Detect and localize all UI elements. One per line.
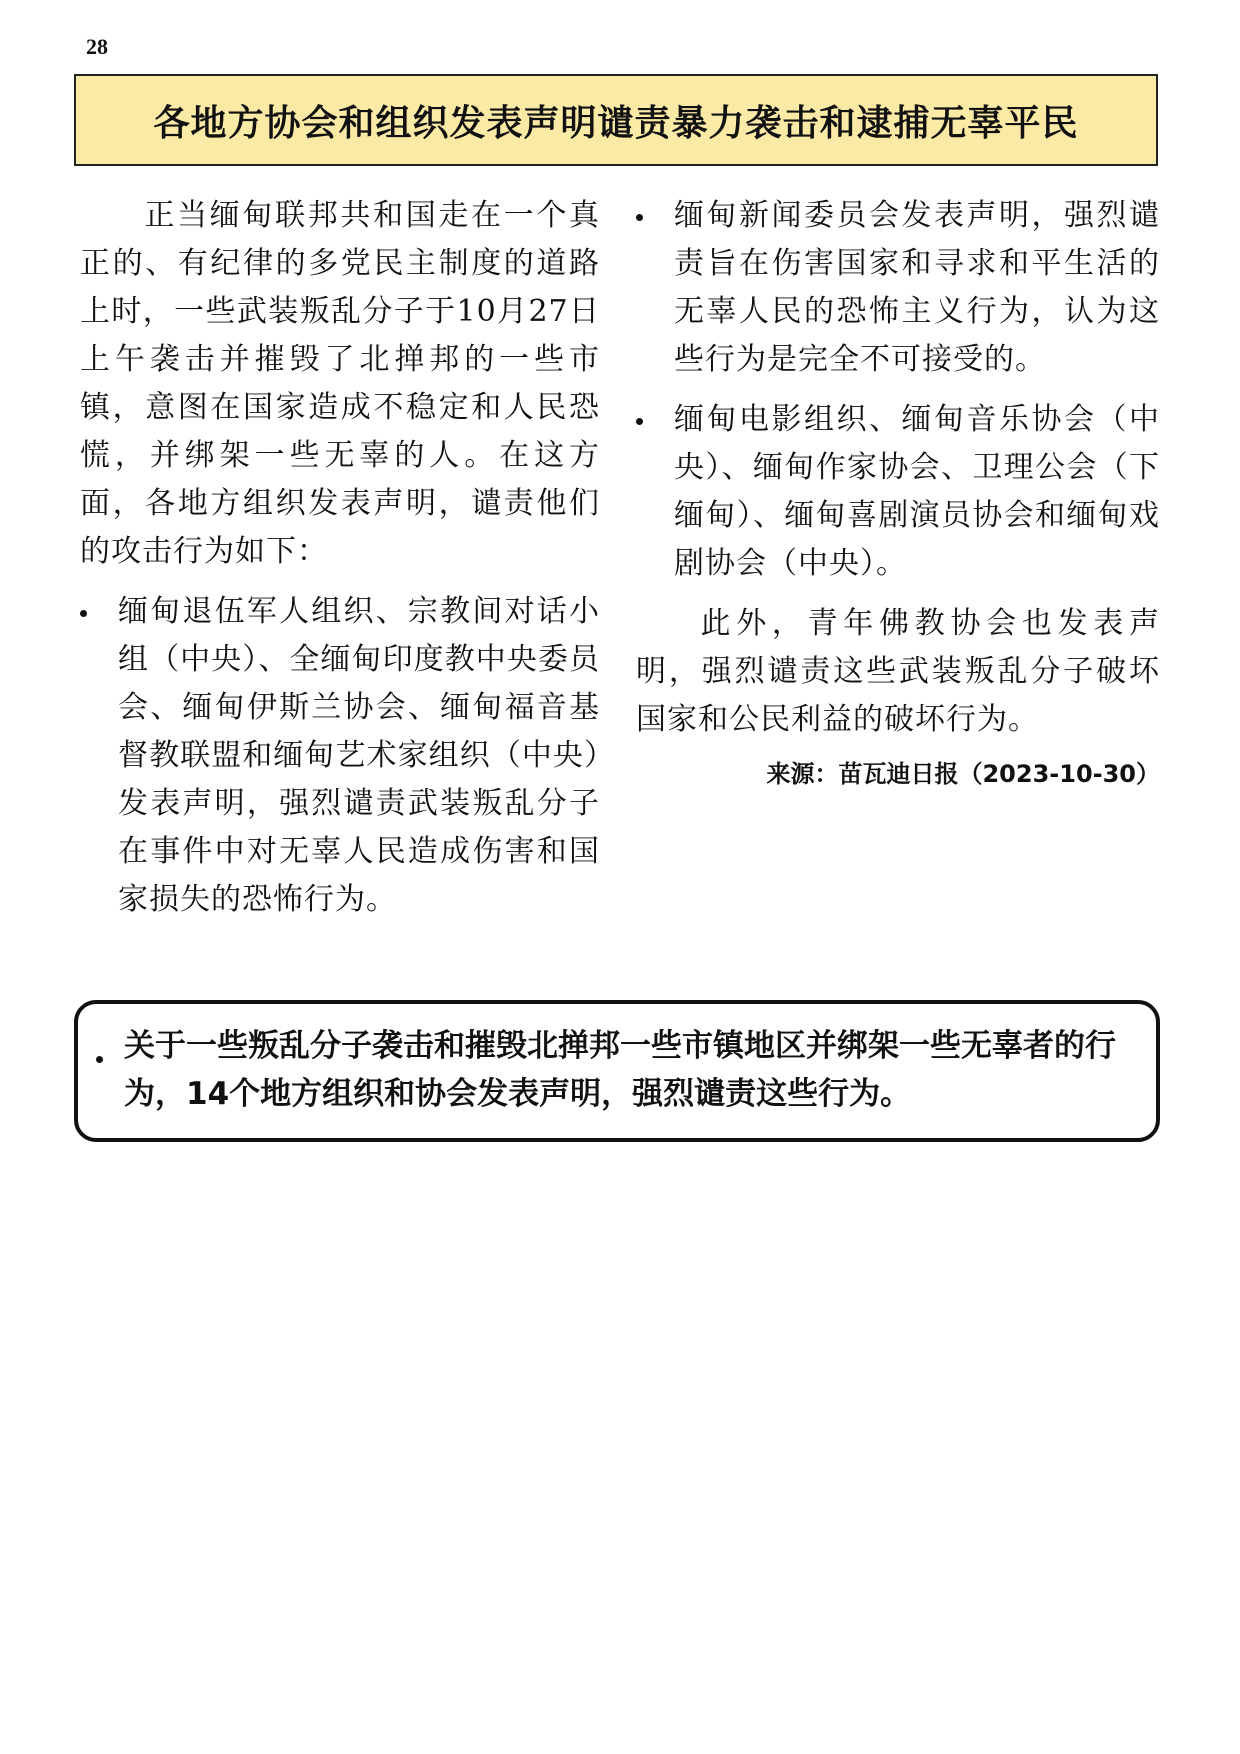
left-bullet-list [80, 588, 600, 924]
title-banner [74, 74, 1158, 166]
bullet-icon [96, 1056, 103, 1063]
bullet-icon [636, 418, 643, 425]
list-item-text: 缅甸新闻委员会发表声明，强烈谴责旨在伤害国家和寻求和平生活的无辜人民的恐怖主义行为，认为这些行为是完全不可接受的。 [674, 198, 1160, 377]
right-bullet-list [636, 192, 1160, 588]
right-column [636, 192, 1160, 798]
list-item [636, 396, 1160, 588]
bullet-icon [636, 214, 643, 221]
closing-paragraph: 此外，青年佛教协会也发表声明，强烈谴责这些武装叛乱分子破坏国家和公民利益的破坏行为。 [636, 606, 1160, 737]
list-item [636, 192, 1160, 384]
list-item [80, 588, 600, 924]
list-item-text: 缅甸退伍军人组织、宗教间对话小组（中央）、全缅甸印度教中央委员会、缅甸伊斯兰协会、缅甸福音基督教联盟和缅甸艺术家组织（中央）发表声明，强烈谴责武装叛乱分子在事件中对无辜人民造成伤害和国家损失的恐怖行为。 [118, 594, 600, 917]
source-citation: 来源：苗瓦迪日报（2023-10-30） [766, 760, 1160, 788]
intro-paragraph: 正当缅甸联邦共和国走在一个真正的、有纪律的多党民主制度的道路上时，一些武装叛乱分子于10月27日上午袭击并摧毁了北掸邦的一些市镇，意图在国家造成不稳定和人民恐慌，并绑架一些无辜的人。在这方面，各地方组织发表声明，谴责他们的攻击行为如下： [80, 198, 600, 569]
list-item-text: 缅甸电影组织、缅甸音乐协会（中央）、缅甸作家协会、卫理公会（下缅甸）、缅甸喜剧演员协会和缅甸戏剧协会（中央）。 [674, 402, 1160, 581]
page-number: 28 [86, 34, 108, 59]
page-title: 各地方协会和组织发表声明谴责暴力袭击和逮捕无辜平民 [153, 102, 1079, 144]
left-column [80, 192, 600, 936]
summary-box [74, 1000, 1160, 1142]
bullet-icon [80, 610, 87, 617]
summary-text: 关于一些叛乱分子袭击和摧毁北掸邦一些市镇地区并绑架一些无辜者的行为，14个地方组织和协会发表声明，强烈谴责这些行为。 [124, 1028, 1116, 1112]
